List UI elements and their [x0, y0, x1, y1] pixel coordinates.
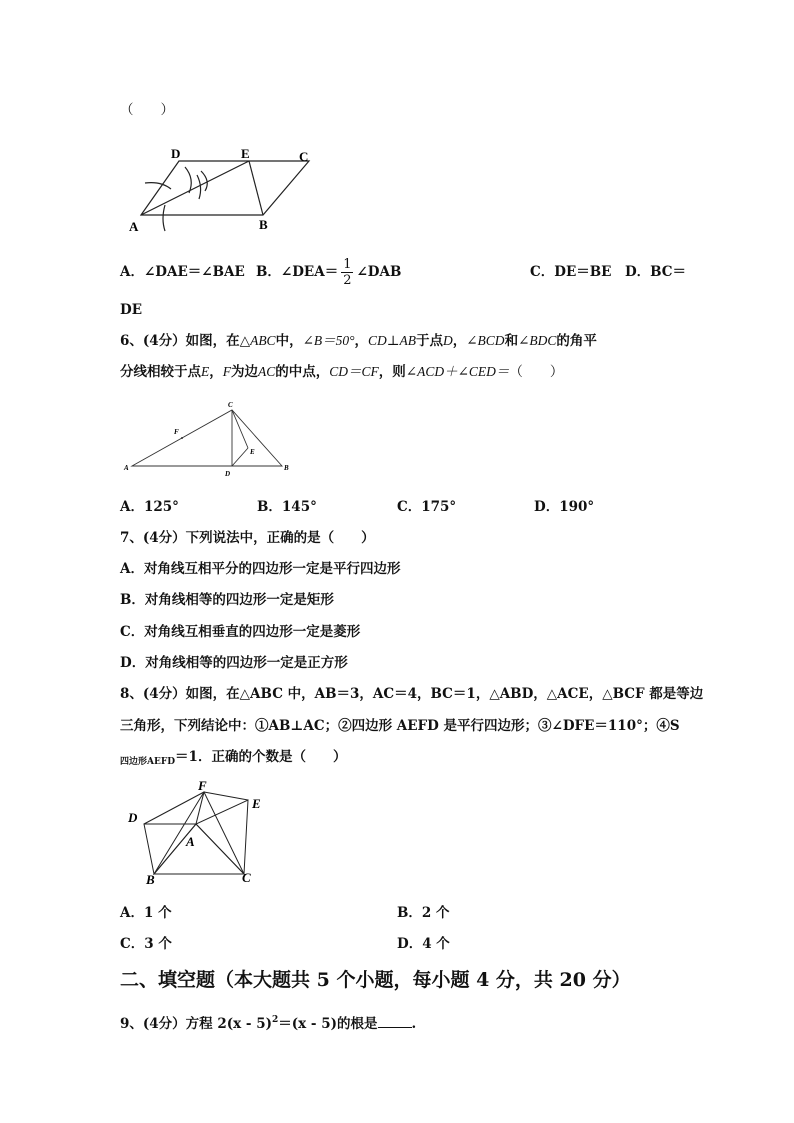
q8-stem-line-3	[120, 747, 346, 772]
q5-answer-paren: （ ）	[120, 102, 174, 118]
q5-fraction-numerator: 1	[343, 257, 352, 272]
q6-math: △ABC	[239, 333, 276, 348]
q6-label-c: C	[228, 401, 233, 409]
q6-label-f: F	[174, 428, 179, 436]
q6-math: CD＝CF	[329, 364, 379, 379]
q5-segment-eb	[249, 161, 263, 215]
q6-text: 的角平	[556, 333, 597, 349]
q8-stem-line-1: 8、(4分）如图，在△ABC 中，AB＝3，AC＝4，BC＝1，△ABD，△ACE，△BCF 都是等边	[120, 686, 704, 702]
q6-math: ∠ACD＋∠CED＝	[405, 364, 510, 379]
q5-arc-2	[163, 205, 165, 231]
q5-arc-1	[145, 183, 171, 189]
q8-stem-line-2: 三角形，下列结论中：①AB⊥AC；②四边形 AEFD 是平行四边形；③∠DFE＝110°；④S	[120, 718, 680, 734]
q5-option-b	[256, 254, 401, 290]
q5-option-c-d: C．DE＝BE D．BC＝	[530, 264, 687, 280]
q6-math: ∠BDC	[518, 333, 557, 348]
q6-answer-paren: （ ）	[509, 364, 564, 380]
q6-bisector-de	[232, 448, 248, 466]
q8-triangle-ace	[196, 800, 248, 874]
q8-segment-df	[144, 792, 204, 824]
q6-label-e: E	[250, 448, 255, 456]
q8-option-d: D．4 个	[397, 936, 450, 952]
q7-option-a: A．对角线互相平分的四边形一定是平行四边形	[120, 561, 401, 577]
q8-label-b: B	[146, 872, 155, 887]
q5-figure	[125, 145, 325, 235]
q6-math: AC	[258, 364, 276, 379]
q5-label-d: D	[171, 146, 181, 161]
q6-text: ，	[209, 364, 223, 380]
q6-figure	[122, 398, 292, 478]
q9-period: .	[411, 1016, 417, 1032]
q5-option-d-continued: DE	[120, 302, 142, 318]
q8-triangle-bcf	[154, 792, 244, 874]
q6-stem-line-2	[120, 362, 563, 382]
q7-option-b: B．对角线相等的四边形一定是矩形	[120, 592, 334, 608]
q7-stem: 7、(4分）下列说法中，正确的是（ ）	[120, 530, 375, 546]
q6-text: 于点	[416, 333, 443, 349]
section-2-heading: 二、填空题（本大题共 5 个小题，每小题 4 分，共 20 分）	[120, 969, 631, 991]
q6-point-f	[181, 437, 183, 439]
q8-label-c: C	[242, 870, 251, 885]
q8-label-e: E	[252, 796, 261, 811]
q5-label-c: C	[299, 149, 309, 164]
q8-option-c: C．3 个	[120, 936, 172, 952]
q5-option-a: A．∠DAE＝∠BAE	[120, 264, 245, 280]
q8-figure	[124, 776, 284, 886]
q5-arc-3	[185, 167, 191, 193]
q6-math: ∠BCD	[466, 333, 505, 348]
q5-fraction-denominator: 2	[343, 273, 352, 288]
q6-text: 6、(4分）如图，在	[120, 333, 240, 349]
q6-text: 为边	[231, 364, 258, 380]
q6-math: F	[222, 364, 231, 379]
q5-arc-5	[201, 171, 207, 191]
q6-option-c: C．175°	[397, 499, 457, 515]
q8-triangle-abd	[144, 824, 196, 874]
q5-option-b-fraction	[341, 257, 353, 288]
q6-text: ，	[354, 333, 369, 349]
q7-option-c: C．对角线互相垂直的四边形一定是菱形	[120, 624, 361, 640]
q5-segment-ae	[141, 161, 249, 215]
q9-exponent: 2	[272, 1015, 279, 1025]
q6-label-b: B	[284, 464, 289, 472]
q8-area-subscript: 四边形AEFD	[120, 757, 176, 767]
q6-stem-line-1	[120, 331, 597, 351]
q5-parallelogram	[141, 161, 309, 215]
q6-text: 和	[504, 333, 519, 349]
q6-math: CD⊥AB	[368, 333, 416, 348]
q6-label-d: D	[225, 470, 231, 478]
q5-option-b-prefix: B．∠DEA＝	[256, 264, 339, 280]
q5-label-b: B	[259, 217, 268, 232]
q6-text: 分线相较于点	[120, 364, 201, 380]
q9-text-post: ＝(x - 5)的根是	[278, 1016, 378, 1032]
q6-triangle-abc	[132, 410, 282, 466]
q6-label-a: A	[124, 464, 129, 472]
q6-option-d: D．190°	[534, 499, 595, 515]
q8-option-b: B．2 个	[397, 905, 450, 921]
q9-text-pre: 9、(4分）方程 2(x - 5)	[120, 1016, 272, 1032]
q5-label-a: A	[129, 219, 139, 234]
q6-option-a: A．125°	[120, 499, 179, 515]
q5-option-b-suffix: ∠DAB	[356, 264, 402, 280]
q8-label-f: F	[198, 778, 207, 793]
q5-label-e: E	[241, 146, 250, 161]
q6-math: E	[201, 364, 210, 379]
q7-option-d: D．对角线相等的四边形一定是正方形	[120, 655, 348, 671]
q6-math: D	[443, 333, 453, 348]
q6-text: ，	[452, 333, 467, 349]
q8-stem-line-3-text: ＝1．正确的个数是（ ）	[175, 749, 347, 765]
q6-bisector-ce	[232, 410, 248, 448]
q6-text: 的中点，	[275, 364, 330, 380]
q6-text: ，则	[378, 364, 406, 380]
q8-segment-fe	[204, 792, 248, 800]
q8-option-a: A．1 个	[120, 905, 172, 921]
q6-option-b: B．145°	[257, 499, 317, 515]
q8-label-a: A	[186, 834, 195, 849]
q8-label-d: D	[128, 810, 138, 825]
q6-text: 中，	[275, 333, 303, 349]
q8-segment-fa	[196, 792, 204, 824]
q9-stem	[120, 1010, 416, 1034]
q6-math: ∠B＝50°	[302, 333, 355, 348]
q8-triangle-abc	[154, 824, 244, 874]
q9-answer-blank[interactable]	[378, 1013, 412, 1028]
